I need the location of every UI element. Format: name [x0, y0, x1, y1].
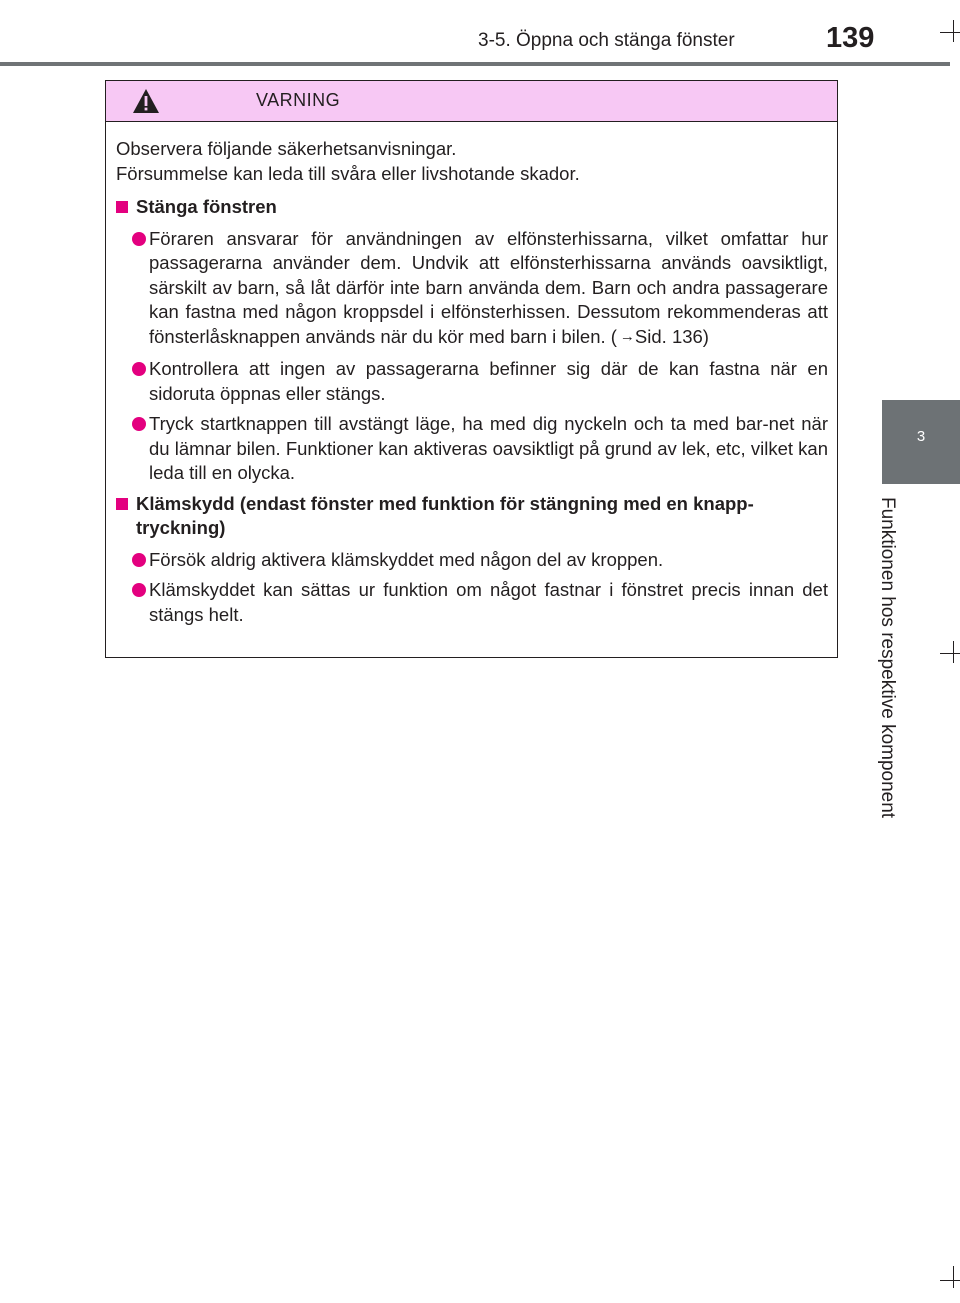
- section-title: 3-5. Öppna och stänga fönster: [478, 30, 735, 51]
- round-bullet-icon: [132, 553, 146, 567]
- section-heading-jam-protection: Klämskydd (endast fönster med funktion för stängning med en knapp-tryckning): [116, 492, 828, 541]
- round-bullet-icon: [132, 583, 146, 597]
- page-number: 139: [826, 22, 875, 54]
- warning-header: [106, 81, 837, 122]
- list-item: Föraren ansvarar för användningen av elfönsterhissarna, vilket omfattar hur passagerarna använder dem. Undvik att elfönsterhissarna används oavsiktligt, särskilt av barn, så låt därför inte barn använda dem. Barn och andra passagerare kan fastna med någon kroppsdel i elfönsterhissen. Dessutom rekommenderas att fönsterlåsknappen används när du kör med barn i bilen. ( →Sid. 136): [116, 227, 828, 352]
- square-bullet-icon: [116, 498, 128, 510]
- warning-box: [105, 80, 838, 658]
- intro-line: Observera följande säkerhetsanvisningar.: [116, 138, 457, 159]
- round-bullet-icon: [132, 232, 146, 246]
- square-bullet-icon: [116, 201, 128, 213]
- round-bullet-icon: [132, 362, 146, 376]
- section-heading-closing-windows: Stänga fönstren: [116, 195, 828, 220]
- list-item: Klämskyddet kan sättas ur funktion om något fastnar i fönstret precis innan det stängs helt.: [116, 578, 828, 627]
- warning-body: [116, 137, 828, 627]
- round-bullet-icon: [132, 417, 146, 431]
- chapter-title: Funktionen hos respektive komponent: [877, 497, 898, 819]
- arrow-icon: →: [619, 327, 635, 345]
- warning-title: VARNING: [256, 90, 341, 110]
- intro-line: Försummelse kan leda till svåra eller livshotande skador.: [116, 162, 580, 184]
- list-item: Försök aldrig aktivera klämskyddet med någon del av kroppen.: [116, 548, 828, 573]
- list-item: Tryck startknappen till avstängt läge, ha med dig nyckeln och ta med bar-net när du lämnar bilen. Funktioner kan aktiveras oavsiktligt på grund av lek, etc, vilket kan leda till en olycka.: [116, 412, 828, 486]
- page-reference: Sid. 136): [634, 325, 709, 347]
- list-item: Kontrollera att ingen av passagerarna befinner sig där de kan fastna när en sidoruta öppnas eller stängs.: [116, 357, 828, 406]
- chapter-number: 3: [916, 428, 926, 445]
- warning-triangle-icon: [132, 88, 160, 114]
- header-rule: [0, 62, 950, 66]
